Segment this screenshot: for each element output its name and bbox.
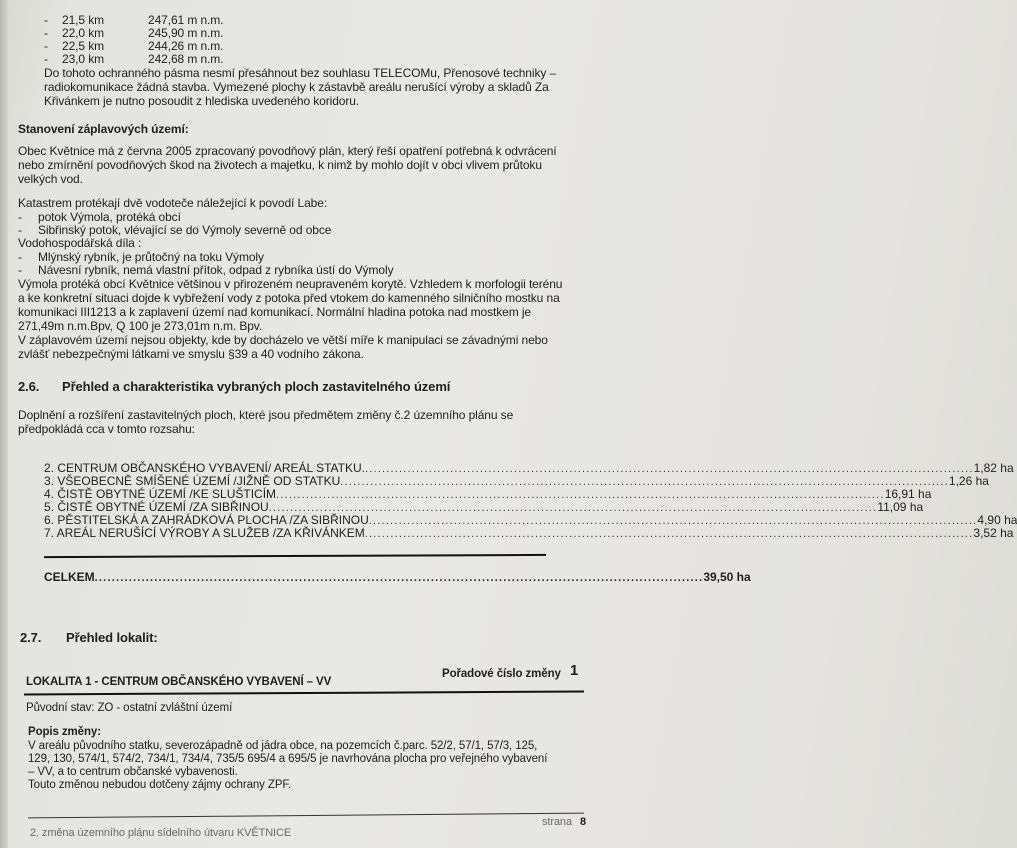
- area-label: 6. PĚSTITELSKÁ A ZAHRÁDKOVÁ PLOCHA /ZA SIBŘINOU: [44, 513, 369, 527]
- streams-intro: Katastrem protékají dvě vodoteče náležející k povodí Labe:: [18, 196, 328, 210]
- works-intro: Vodohospodářská díla :: [18, 236, 142, 250]
- text-line: zvlášť nebezpečnými látkami ve smyslu §39 a 40 vodního zákona.: [18, 347, 364, 361]
- total-divider: [44, 554, 546, 558]
- order-number: 1: [570, 662, 579, 679]
- area-value: 11,09 ha: [877, 500, 924, 514]
- leader-dots: ...............................................................................................................................................: [340, 476, 949, 488]
- text-line: Křivánkem je nutno posoudit z hlediska uvedeného koridoru.: [44, 94, 360, 108]
- text-line: 129, 130, 574/1, 574/2, 734/1, 734/4, 735/5 695/4 a 695/5 je navrhována plocha pro veřejného vybavení: [28, 753, 548, 765]
- area-value: 16,91 ha: [884, 487, 932, 501]
- total-value: 39,50 ha: [703, 570, 751, 584]
- works-item: Návesní rybník, nemá vlastní přítok, odpad z rybníka ústí do Výmoly: [38, 263, 394, 277]
- area-label: 4. ČISTĚ OBYTNÉ ÚZEMÍ /KE SLUŠTICÍM: [44, 487, 277, 501]
- list-bullet: -: [44, 26, 48, 40]
- text-line: Doplnění a rozšíření zastavitelných ploch, které jsou předmětem změny č.2 územního plánu se: [18, 408, 514, 422]
- text-line: V areálu původního statku, severozápadně od jádra obce, na pozemcích č.parc. 52/2, 57/1, 57/3, 125,: [28, 740, 538, 752]
- stream-item: potok Výmola, protéká obcí: [38, 210, 181, 224]
- total-row: [44, 570, 751, 585]
- section-number: 2.6.: [18, 379, 40, 394]
- leader-dots: ...............................................................................................................................................: [368, 515, 978, 527]
- text-line: Výmola protéká obcí Květnice většinou v přirozeném neupraveném korytě. Vzhledem k morfologii terénu: [18, 277, 563, 291]
- list-bullet: -: [44, 52, 48, 66]
- distance-km: 21,5 km: [62, 13, 104, 27]
- page-label: strana: [542, 816, 572, 828]
- leader-dots: ...............................................................................................................................................: [364, 528, 974, 540]
- area-label: 3. VŠEOBECNĚ SMÍŠENÉ ÚZEMÍ /JIŽNĚ OD STATKU: [44, 474, 341, 488]
- change-heading: Popis změny:: [28, 726, 101, 738]
- distance-km: 22,0 km: [62, 26, 104, 40]
- text-line: Obec Květnice má z června 2005 zpracovaný povodňový plán, který řeší opatření potřebná k odvrácení: [18, 144, 557, 158]
- stream-item: Sibřinský potok, vlévající se do Výmoly severně od obce: [38, 223, 332, 237]
- distance-km: 22,5 km: [62, 39, 104, 53]
- locality-divider: [24, 691, 584, 696]
- list-bullet: -: [18, 223, 22, 237]
- distance-elevation: 244,26 m n.m.: [148, 39, 224, 53]
- footer-divider: [28, 813, 584, 819]
- list-bullet: -: [18, 263, 22, 277]
- area-value: 1,26 ha: [948, 474, 989, 488]
- section-number: 2.7.: [20, 630, 42, 645]
- page-number: 8: [580, 816, 587, 828]
- list-bullet: -: [44, 13, 48, 27]
- area-value: 1,82 ha: [973, 461, 1014, 475]
- original-state: Původní stav: ZO - ostatní zvláštní území: [26, 702, 233, 714]
- text-line: 271,49m n.m.Bpv, Q 100 je 273,01m n.m. Bpv.: [18, 319, 263, 333]
- text-line: V záplavovém území nejsou objekty, kde by docházelo ve větší míře k manipulaci se závadnými nebo: [18, 333, 548, 347]
- flood-heading: Stanovení záplavových území:: [18, 122, 189, 136]
- list-bullet: -: [18, 210, 22, 224]
- text-line: – VV, a to centrum občanské vybavenosti.: [28, 766, 238, 778]
- works-item: Mlýnský rybník, je průtočný na toku Výmoly: [38, 250, 264, 264]
- list-bullet: -: [44, 39, 48, 53]
- distance-km: 23,0 km: [62, 52, 104, 66]
- text-line: nebo zmírnění povodňových škod na životech a majetku, k nimž by mohlo dojít v obci vlivem průtoku: [18, 158, 542, 172]
- text-line: Do tohoto ochranného pásma nesmí přesáhnout bez souhlasu TELECOMu, Přenosové techniky –: [44, 66, 557, 80]
- leader-dots: ...............................................................................................................................................: [276, 489, 885, 501]
- locality-title: LOKALITA 1 - CENTRUM OBČANSKÉHO VYBAVENÍ – VV: [26, 676, 332, 688]
- text-line: a ke konkretní situaci dojde k vybřežení vody z potoka před vtokem do kamenného silničního mostku na: [18, 291, 560, 305]
- text-line: radiokomunikace žádná stavba. Vymezené plochy k zástavbě areálu nerušící výroby a skladů Za: [44, 80, 549, 94]
- footer-doc-title: 2. změna územního plánu sídelního útvaru KVĚTNICE: [30, 827, 292, 839]
- distance-elevation: 247,61 m n.m.: [148, 13, 224, 27]
- text-line: komunikaci III1213 a k zaplavení území nad komunikací. Normální hladina potoka nad mostkem je: [18, 305, 531, 319]
- area-row: [44, 526, 1014, 541]
- area-label: 7. AREÁL NERUŠÍCÍ VÝROBY A SLUŽEB /ZA KŘIVÁNKEM: [44, 526, 365, 540]
- area-value: 3,52 ha: [973, 526, 1014, 540]
- leader-dots: ...............................................................................................................................................: [94, 572, 704, 584]
- area-label: 2. CENTRUM OBČANSKÉHO VYBAVENÍ/ AREÁL STATKU.: [44, 461, 365, 475]
- leader-dots: ...............................................................................................................................................: [364, 463, 974, 475]
- leader-dots: ...............................................................................................................................................: [268, 502, 878, 514]
- text-line: velkých vod.: [18, 172, 83, 186]
- distance-elevation: 245,90 m n.m.: [148, 26, 224, 40]
- area-label: 5. ČISTĚ OBYTNÉ ÚZEMÍ /ZA SIBŘINOU: [44, 500, 269, 514]
- distance-elevation: 242,68 m n.m.: [148, 52, 224, 66]
- text-line: Touto změnou nebudou dotčeny zájmy ochrany ZPF.: [28, 779, 292, 791]
- section-title: Přehled a charakteristika vybraných ploch zastavitelného území: [62, 379, 451, 394]
- list-bullet: -: [18, 250, 22, 264]
- text-line: předpokládá cca v tomto rozsahu:: [18, 422, 195, 436]
- area-value: 4,90 ha: [977, 513, 1017, 527]
- total-label: CELKEM: [44, 570, 95, 584]
- section-title: Přehled lokalit:: [66, 630, 158, 645]
- order-label: Pořadové číslo změny: [442, 668, 561, 680]
